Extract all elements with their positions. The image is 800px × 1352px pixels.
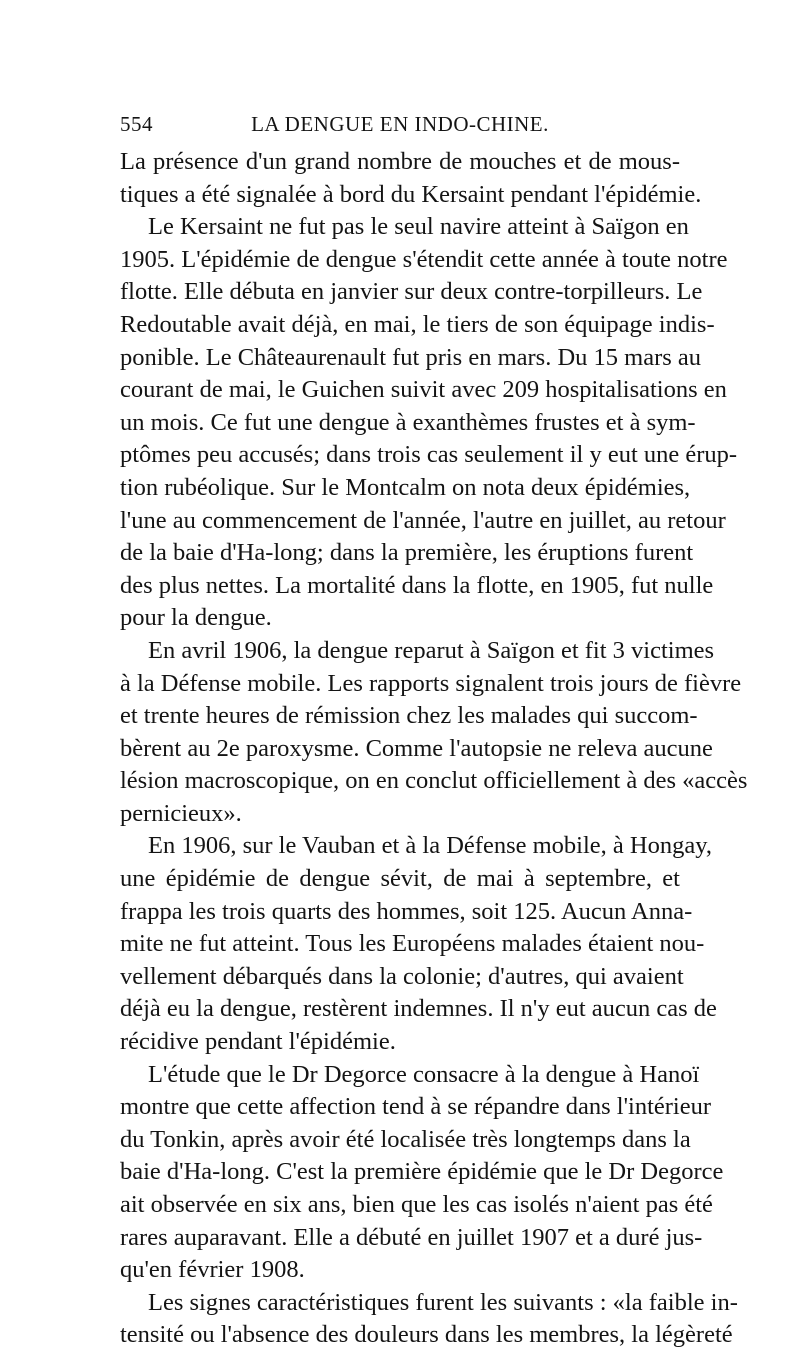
text-line: flotte. Elle débuta en janvier sur deux contre-torpilleurs. Le <box>120 278 703 306</box>
text-line: ait observée en six ans, bien que les cas isolés n'aient pas été <box>120 1191 713 1218</box>
text-line: vellement débarqués dans la colonie; d'autres, qui avaient <box>120 962 684 990</box>
page-number: 554 <box>120 112 153 136</box>
text-line: de la baie d'Ha-long; dans la première, les éruptions furent <box>120 539 694 567</box>
text-line: qu'en février 1908. <box>120 1256 305 1284</box>
text-line: ponible. Le Châteaurenault fut pris en mars. Du 15 mars au <box>120 343 702 371</box>
text-line: du Tonkin, après avoir été localisée très longtemps dans la <box>120 1125 691 1153</box>
text-line: à la Défense mobile. Les rapports signalent trois jours de fièvre <box>120 669 742 697</box>
text-line: tion rubéolique. Sur le Montcalm on nota deux épidémies, <box>120 473 691 501</box>
text-line: rares auparavant. Elle a débuté en juillet 1907 et a duré jus- <box>120 1223 703 1251</box>
text-line: Le Kersaint ne fut pas le seul navire atteint à Saïgon en <box>148 213 689 241</box>
text-line: tiques a été signalée à bord du Kersaint pendant l'épidémie. <box>120 180 702 208</box>
text-line: récidive pendant l'épidémie. <box>120 1028 396 1056</box>
text-line: mite ne fut atteint. Tous les Européens malades étaient nou- <box>120 930 705 958</box>
text-line: En 1906, sur le Vauban et à la Défense mobile, à Hongay, <box>148 832 713 860</box>
text-line: pour la dengue. <box>120 604 272 632</box>
text-line: déjà eu la dengue, restèrent indemnes. Il n'y eut aucun cas de <box>120 995 717 1023</box>
text-line: une épidémie de dengue sévit, de mai à septembre, et <box>120 865 680 893</box>
text-line: En avril 1906, la dengue reparut à Saïgon et fit 3 victimes <box>148 636 715 664</box>
text-line: ptômes peu accusés; dans trois cas seulement il y eut une érup- <box>120 441 738 469</box>
text-line: lésion macroscopique, on en conclut officiellement à des «accès <box>120 767 748 795</box>
text-line: l'une au commencement de l'année, l'autre en juillet, au retour <box>120 506 726 534</box>
text-line: Redoutable avait déjà, en mai, le tiers de son équipage indis- <box>120 310 715 338</box>
page-header <box>120 112 680 140</box>
text-line: frappa les trois quarts des hommes, soit 125. Aucun Anna- <box>120 897 693 925</box>
text-line: des plus nettes. La mortalité dans la flotte, en 1905, fut nulle <box>120 571 714 599</box>
body-text <box>120 146 748 1352</box>
text-line: et trente heures de rémission chez les malades qui succom- <box>120 702 698 730</box>
text-line: 1905. L'épidémie de dengue s'étendit cette année à toute notre <box>120 245 728 273</box>
text-line: tensité ou l'absence des douleurs dans les membres, la légèreté <box>120 1321 733 1349</box>
text-line: Les signes caractéristiques furent les suivants : «la faible in- <box>148 1288 738 1316</box>
text-line: pernicieux». <box>120 799 242 827</box>
text-line: courant de mai, le Guichen suivit avec 209 hospitalisations en <box>120 376 727 404</box>
running-title: LA DENGUE EN INDO-CHINE. <box>251 112 549 136</box>
text-line: baie d'Ha-long. C'est la première épidémie que le Dr Degorce <box>120 1158 724 1186</box>
text-line: montre que cette affection tend à se répandre dans l'intérieur <box>120 1093 712 1121</box>
text-line: bèrent au 2e paroxysme. Comme l'autopsie ne releva aucune <box>120 734 713 762</box>
text-line: un mois. Ce fut une dengue à exanthèmes frustes et à sym- <box>120 408 696 436</box>
text-line: La présence d'un grand nombre de mouches et de mous- <box>120 148 680 175</box>
text-line: L'étude que le Dr Degorce consacre à la dengue à Hanoï <box>148 1060 700 1088</box>
